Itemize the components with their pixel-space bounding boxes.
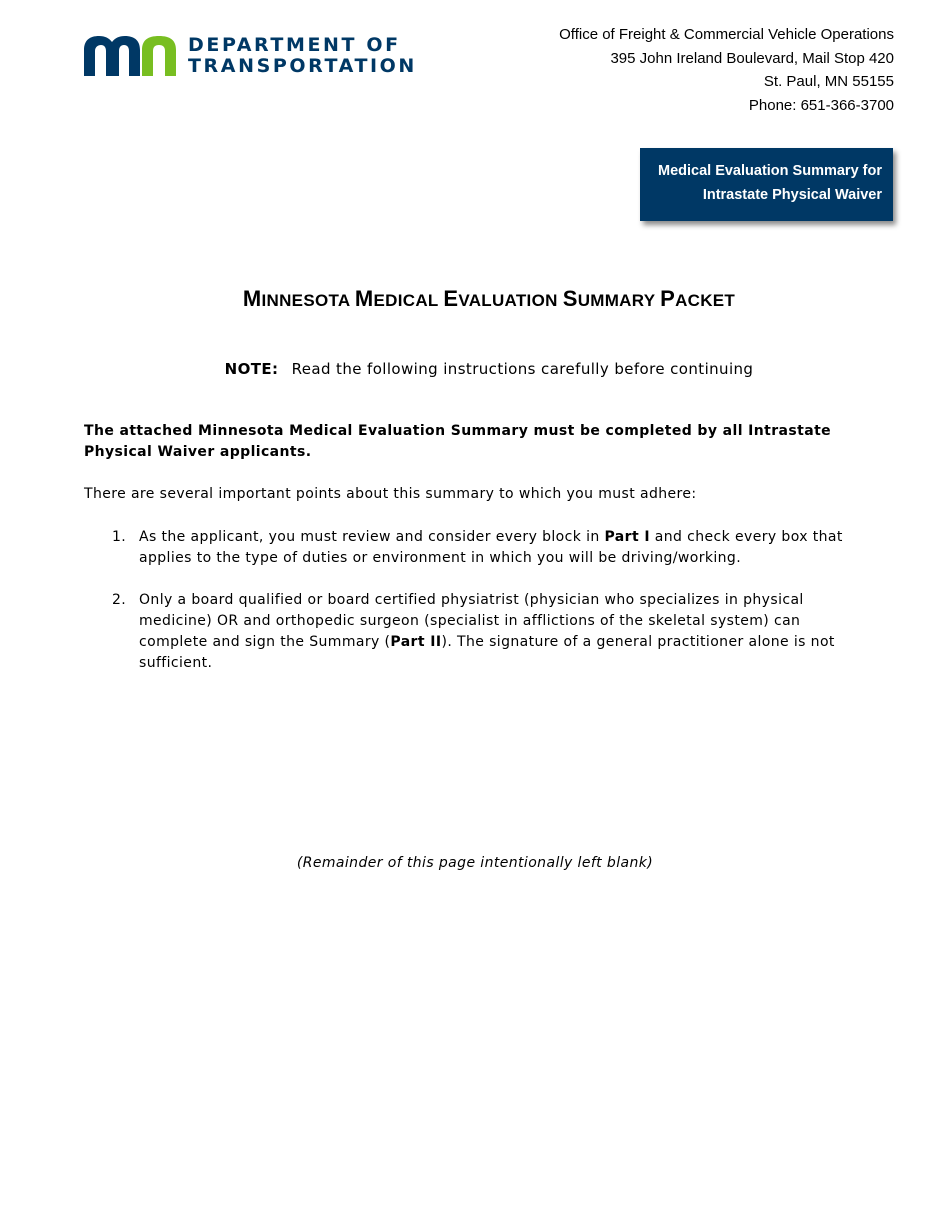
title-initial-3: E (443, 286, 459, 311)
title-initial-2: M (354, 286, 374, 311)
title-initial-5: P (660, 286, 676, 311)
note-text: Read the following instructions carefully before continuing (291, 360, 754, 378)
document-title (0, 284, 950, 316)
list-item (112, 527, 872, 569)
logo-line-2: TRANSPORTATION (188, 55, 417, 77)
title-rest-2: EDICAL (373, 291, 439, 310)
list-item-bold: Part I (604, 529, 650, 545)
address-line-3: St. Paul, MN 55155 (763, 73, 894, 90)
list-item-text (139, 590, 872, 674)
title-rest-3: VALUATION (458, 291, 558, 310)
mndot-logo (84, 36, 417, 77)
logo-wordmark (188, 35, 417, 77)
address-line-2: 395 John Ireland Boulevard, Mail Stop 420 (610, 49, 894, 67)
note-label: NOTE: (224, 360, 279, 378)
blank-page-note: (Remainder of this page intentionally left blank) (296, 855, 654, 871)
list-item-text-before: As the applicant, you must review and consider every block in (139, 529, 605, 545)
form-title-line-2: Intrastate Physical Waiver (702, 187, 882, 203)
title-initial-4: S (562, 286, 578, 311)
title-rest-1: INNESOTA (261, 291, 350, 310)
intro-paragraph: There are several important points about this summary to which you must adhere: (84, 486, 697, 502)
intro-bold-paragraph: The attached Minnesota Medical Evaluation Summary must be completed by all Intrastate Physical Waiver applicants. (84, 423, 832, 460)
office-address (559, 23, 894, 117)
list-item-text (139, 527, 872, 569)
list-item-text-after: and check every box that applies to the type of duties or environment in which you will be driving/working. (139, 529, 843, 566)
list-item-number: 2. (112, 592, 127, 608)
list-item (112, 590, 872, 674)
title-initial-1: M (242, 286, 262, 311)
form-title-box (640, 148, 893, 221)
list-item-text-after: ). The signature of a general practitioner alone is not sufficient. (139, 634, 835, 671)
list-item-bold: Part II (390, 634, 442, 650)
note (0, 358, 950, 380)
mn-logo-icon (84, 36, 176, 76)
address-phone: Phone: 651-366-3700 (748, 96, 894, 114)
title-rest-5: ACKET (675, 291, 736, 310)
form-title-line-1: Medical Evaluation Summary for (657, 163, 882, 179)
list-item-text-before: Only a board qualified or board certified physiatrist (physician who specializes in physical medicine) OR and orthopedic surgeon (specialist in afflictions of the skeletal system) can complete and sign the Summary ( (139, 592, 804, 650)
title-rest-4: UMMARY (577, 291, 656, 310)
list-item-number: 1. (112, 529, 127, 545)
address-line-1: Office of Freight & Commercial Vehicle Operations (559, 26, 894, 43)
logo-line-1: DEPARTMENT OF (188, 34, 401, 56)
